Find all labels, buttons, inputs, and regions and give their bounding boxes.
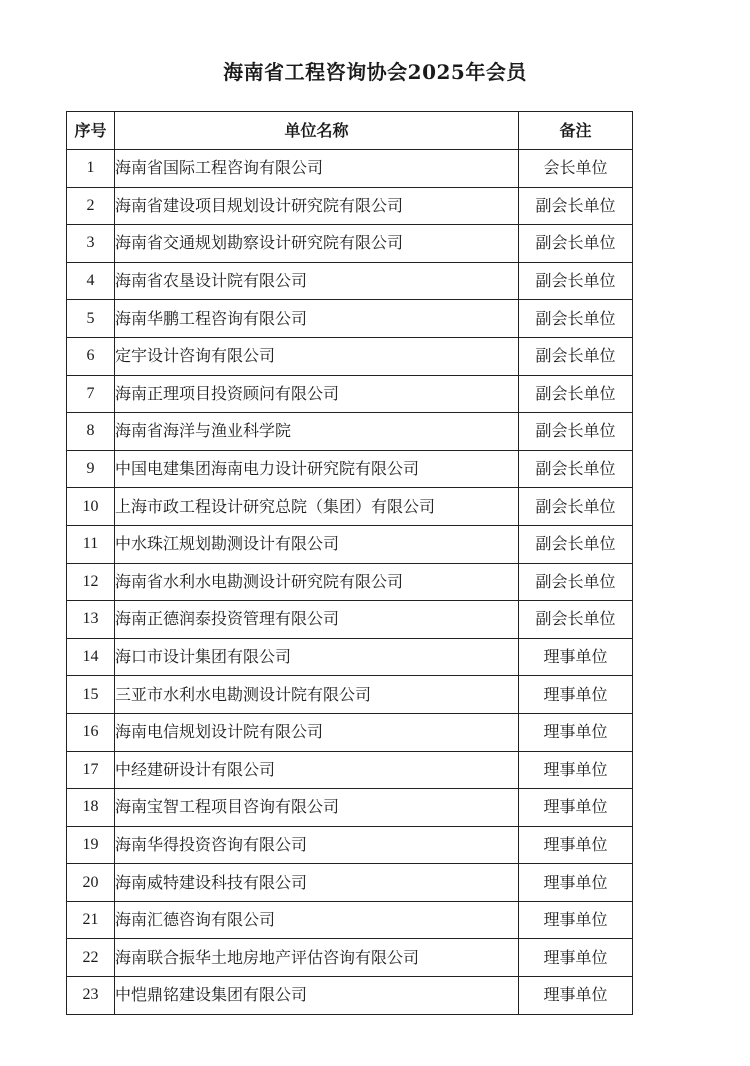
member-name: 海南省水利水电勘测设计研究院有限公司 bbox=[115, 563, 519, 601]
member-role: 理事单位 bbox=[519, 939, 633, 977]
member-name: 海南华鹏工程咨询有限公司 bbox=[115, 300, 519, 338]
page-title: 海南省工程咨询协会2025年会员 bbox=[223, 60, 527, 84]
member-role: 副会长单位 bbox=[519, 563, 633, 601]
table-row bbox=[67, 939, 633, 977]
member-name: 海南华得投资咨询有限公司 bbox=[115, 826, 519, 864]
member-role: 副会长单位 bbox=[519, 375, 633, 413]
row-index: 1 bbox=[67, 150, 115, 188]
member-name: 海南宝智工程项目咨询有限公司 bbox=[115, 789, 519, 827]
table-row bbox=[67, 638, 633, 676]
member-role: 理事单位 bbox=[519, 826, 633, 864]
table-row bbox=[67, 150, 633, 188]
member-name: 海口市设计集团有限公司 bbox=[115, 638, 519, 676]
table-row bbox=[67, 751, 633, 789]
member-role: 副会长单位 bbox=[519, 601, 633, 639]
header-note: 备注 bbox=[519, 112, 633, 150]
member-name: 海南威特建设科技有限公司 bbox=[115, 864, 519, 902]
row-index: 6 bbox=[67, 337, 115, 375]
member-role: 理事单位 bbox=[519, 713, 633, 751]
member-name: 海南省国际工程咨询有限公司 bbox=[115, 150, 519, 188]
row-index: 22 bbox=[67, 939, 115, 977]
row-index: 9 bbox=[67, 450, 115, 488]
table-row bbox=[67, 713, 633, 751]
row-index: 8 bbox=[67, 413, 115, 451]
table-row bbox=[67, 864, 633, 902]
member-role: 理事单位 bbox=[519, 901, 633, 939]
table-row bbox=[67, 488, 633, 526]
member-name: 中经建研设计有限公司 bbox=[115, 751, 519, 789]
table-row bbox=[67, 187, 633, 225]
member-role: 副会长单位 bbox=[519, 225, 633, 263]
member-role: 理事单位 bbox=[519, 977, 633, 1015]
row-index: 5 bbox=[67, 300, 115, 338]
row-index: 15 bbox=[67, 676, 115, 714]
table-row bbox=[67, 977, 633, 1015]
header-name: 单位名称 bbox=[115, 112, 519, 150]
member-role: 副会长单位 bbox=[519, 300, 633, 338]
row-index: 16 bbox=[67, 713, 115, 751]
member-name: 海南联合振华土地房地产评估咨询有限公司 bbox=[115, 939, 519, 977]
member-name: 三亚市水利水电勘测设计院有限公司 bbox=[115, 676, 519, 714]
member-name: 海南汇德咨询有限公司 bbox=[115, 901, 519, 939]
table-row bbox=[67, 601, 633, 639]
table-row bbox=[67, 563, 633, 601]
member-name: 中水珠江规划勘测设计有限公司 bbox=[115, 525, 519, 563]
member-name: 海南正理项目投资顾问有限公司 bbox=[115, 375, 519, 413]
member-name: 海南正德润泰投资管理有限公司 bbox=[115, 601, 519, 639]
row-index: 2 bbox=[67, 187, 115, 225]
table-row bbox=[67, 826, 633, 864]
member-table bbox=[66, 111, 633, 1015]
table-row bbox=[67, 676, 633, 714]
table-row bbox=[67, 300, 633, 338]
member-name: 中国电建集团海南电力设计研究院有限公司 bbox=[115, 450, 519, 488]
member-name: 海南省交通规划勘察设计研究院有限公司 bbox=[115, 225, 519, 263]
row-index: 11 bbox=[67, 525, 115, 563]
member-name: 海南省建设项目规划设计研究院有限公司 bbox=[115, 187, 519, 225]
member-role: 副会长单位 bbox=[519, 262, 633, 300]
member-role: 理事单位 bbox=[519, 864, 633, 902]
row-index: 21 bbox=[67, 901, 115, 939]
member-role: 理事单位 bbox=[519, 751, 633, 789]
header-index: 序号 bbox=[67, 112, 115, 150]
member-role: 副会长单位 bbox=[519, 450, 633, 488]
member-name: 海南电信规划设计院有限公司 bbox=[115, 713, 519, 751]
table-row bbox=[67, 450, 633, 488]
table-row bbox=[67, 901, 633, 939]
member-name: 海南省农垦设计院有限公司 bbox=[115, 262, 519, 300]
row-index: 20 bbox=[67, 864, 115, 902]
member-name: 海南省海洋与渔业科学院 bbox=[115, 413, 519, 451]
row-index: 23 bbox=[67, 977, 115, 1015]
row-index: 3 bbox=[67, 225, 115, 263]
table-row bbox=[67, 375, 633, 413]
member-role: 理事单位 bbox=[519, 789, 633, 827]
table-row bbox=[67, 789, 633, 827]
member-role: 副会长单位 bbox=[519, 525, 633, 563]
row-index: 18 bbox=[67, 789, 115, 827]
table-body bbox=[67, 150, 633, 1015]
member-role: 理事单位 bbox=[519, 638, 633, 676]
table-row bbox=[67, 262, 633, 300]
row-index: 7 bbox=[67, 375, 115, 413]
table-row bbox=[67, 525, 633, 563]
table-header-row bbox=[67, 112, 633, 150]
member-name: 中恺鼎铭建设集团有限公司 bbox=[115, 977, 519, 1015]
table-row bbox=[67, 337, 633, 375]
member-role: 副会长单位 bbox=[519, 488, 633, 526]
member-role: 会长单位 bbox=[519, 150, 633, 188]
member-role: 副会长单位 bbox=[519, 337, 633, 375]
member-name: 上海市政工程设计研究总院（集团）有限公司 bbox=[115, 488, 519, 526]
row-index: 19 bbox=[67, 826, 115, 864]
row-index: 4 bbox=[67, 262, 115, 300]
member-role: 副会长单位 bbox=[519, 187, 633, 225]
table-row bbox=[67, 413, 633, 451]
row-index: 17 bbox=[67, 751, 115, 789]
member-role: 理事单位 bbox=[519, 676, 633, 714]
row-index: 13 bbox=[67, 601, 115, 639]
table-row bbox=[67, 225, 633, 263]
member-name: 定宇设计咨询有限公司 bbox=[115, 337, 519, 375]
row-index: 14 bbox=[67, 638, 115, 676]
row-index: 12 bbox=[67, 563, 115, 601]
row-index: 10 bbox=[67, 488, 115, 526]
member-role: 副会长单位 bbox=[519, 413, 633, 451]
